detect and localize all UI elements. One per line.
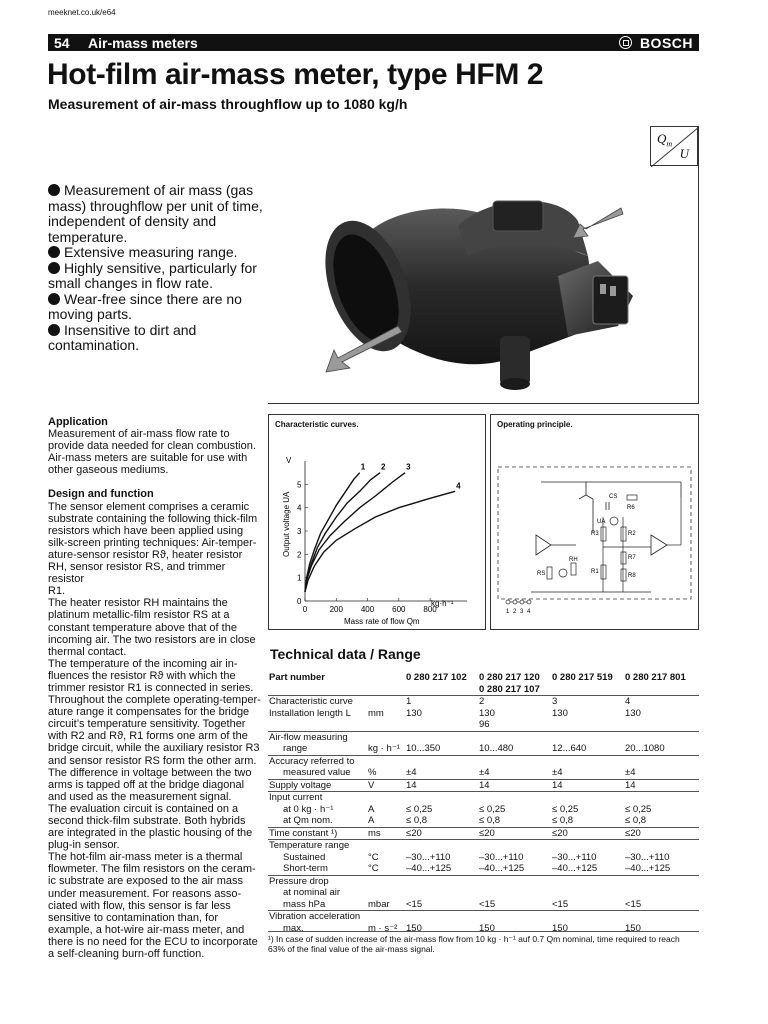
design-line: The sensor element comprises a ceramic xyxy=(48,500,250,513)
row-value xyxy=(478,887,551,899)
part-number-label: Part number xyxy=(269,672,325,683)
row-value xyxy=(405,875,478,887)
empty-cell xyxy=(268,684,367,696)
table-row xyxy=(268,863,699,875)
row-value: <15 xyxy=(552,898,569,910)
design-line: example, a hot-wire air-mass meter, and xyxy=(48,923,245,936)
label-rh: RH xyxy=(569,557,578,563)
row-label: Characteristic curve xyxy=(268,696,367,708)
row-unit xyxy=(367,731,405,743)
row-unit: mm xyxy=(368,707,384,719)
design-line: there is no need for the ECU to incorporate xyxy=(48,935,258,948)
design-line: and sensor resistor RS form the other arm. xyxy=(48,754,257,767)
row-unit xyxy=(367,755,405,767)
label-r2: R2 xyxy=(628,531,636,537)
row-value: ±4 xyxy=(406,767,417,778)
row-value xyxy=(624,755,699,767)
brand-name: BOSCH xyxy=(639,34,693,51)
row-value: ≤20 xyxy=(624,827,699,840)
row-value xyxy=(624,719,699,731)
part-number-extra: 0 280 217 107 xyxy=(479,683,540,695)
row-value: 150 xyxy=(552,922,568,934)
feature-item: Highly sensitive, particularly for small changes in flow rate. xyxy=(48,259,257,291)
row-unit xyxy=(367,696,405,708)
row-label: Supply voltage xyxy=(268,779,367,792)
empty-cell xyxy=(405,684,478,696)
x-tick-label: 0 xyxy=(302,605,308,614)
row-unit: m · s⁻² xyxy=(368,922,398,934)
x-tick-label: 800 xyxy=(423,605,437,614)
row-value: –40...+125 xyxy=(625,863,671,874)
pin-1: 1 xyxy=(506,609,510,615)
row-value xyxy=(551,731,624,743)
y-tick-label: 4 xyxy=(297,503,302,513)
row-value xyxy=(478,731,551,743)
row-value: 96 xyxy=(479,719,490,730)
design-line: and used as the measurement signal. xyxy=(48,790,232,803)
row-value: 10...480 xyxy=(479,743,514,754)
row-label: measured value xyxy=(283,767,351,778)
row-value xyxy=(478,755,551,767)
design-line: flowmeter. The film resistors on the ceram- xyxy=(48,863,256,876)
part-number: 0 280 217 102 xyxy=(406,672,467,683)
symbol-bottom: U xyxy=(679,146,689,161)
row-value: ≤ 0,25 xyxy=(406,803,433,815)
design-line: The heater resistor RH maintains the xyxy=(48,597,228,610)
empty-cell xyxy=(367,684,405,696)
bullet-icon xyxy=(48,184,60,196)
row-value: 12...640 xyxy=(552,743,587,754)
table-row xyxy=(268,696,699,708)
table-header-row xyxy=(268,672,699,684)
feature-item: Wear-free since there are no moving parts. xyxy=(48,290,242,322)
design-line: The hot-film air-mass meter is a thermal xyxy=(48,851,243,864)
row-value xyxy=(478,875,551,887)
design-line: The temperature of the incoming air in- xyxy=(48,657,238,670)
row-value xyxy=(624,887,699,899)
row-value: 150 xyxy=(479,922,495,934)
table-row xyxy=(268,767,699,779)
row-value: 130 xyxy=(479,707,495,719)
row-value: <15 xyxy=(625,898,642,910)
row-unit: A xyxy=(368,803,375,815)
design-line: ciated with flow, this sensor is far less xyxy=(48,899,231,912)
row-unit: V xyxy=(367,779,405,792)
design-line: silk-screen printing techniques: Air-temper- xyxy=(48,536,257,549)
row-label: Accuracy referred to xyxy=(268,755,367,767)
row-unit xyxy=(367,875,405,887)
row-label: Short-term xyxy=(283,863,328,874)
application-heading: Application xyxy=(48,416,108,428)
product-photo xyxy=(268,126,699,404)
row-value: –30...+110 xyxy=(406,851,451,863)
table-row xyxy=(268,827,699,840)
table-header-row xyxy=(268,684,699,696)
row-unit: °C xyxy=(368,863,379,874)
footnote: ¹) In case of sudden increase of the air-mass flow from 10 kg · h⁻¹ auf 0.7 Qm nominal, time required to reach 63% of the final value of the air-mass signal. xyxy=(268,931,699,954)
row-value xyxy=(478,792,551,804)
design-line: plug-in sensor. xyxy=(48,839,120,852)
design-line: arms is tapped off at the bridge diagonal xyxy=(48,778,245,791)
row-unit xyxy=(367,719,405,731)
empty-cell xyxy=(624,684,699,696)
row-value xyxy=(551,792,624,804)
table-row xyxy=(268,815,699,827)
row-unit: % xyxy=(368,767,377,778)
table-row xyxy=(268,755,699,767)
principle-panel-title: Operating principle. xyxy=(497,420,573,429)
pin-2: 2 xyxy=(513,609,517,615)
row-label xyxy=(268,719,367,731)
part-number: 0 280 217 120 xyxy=(479,672,540,683)
table-row xyxy=(268,804,699,816)
y-tick-label: 2 xyxy=(297,550,302,560)
pin-4: 4 xyxy=(527,609,531,615)
y-tick-label: 0 xyxy=(297,597,302,606)
design-line: resistors which have been applied using xyxy=(48,524,244,537)
row-label: Air-flow measuring xyxy=(268,731,367,743)
series-label-1: 1 xyxy=(360,462,366,472)
row-value: <15 xyxy=(479,898,496,910)
series-line-4 xyxy=(305,491,455,591)
bullet-icon xyxy=(48,262,60,274)
table-row xyxy=(268,708,699,720)
row-unit: ms xyxy=(367,827,405,840)
row-value: 130 xyxy=(406,707,422,719)
label-rs: RS xyxy=(537,571,546,577)
row-value xyxy=(624,875,699,887)
row-value: ≤ 0,8 xyxy=(552,815,574,826)
page-title: Hot-film air-mass meter, type HFM 2 xyxy=(47,58,544,91)
part-number: 0 280 217 519 xyxy=(552,672,613,683)
x-tick-label: 200 xyxy=(329,605,343,614)
row-value: 150 xyxy=(406,922,422,934)
row-value: ±4 xyxy=(552,767,563,778)
row-value: 14 xyxy=(405,779,478,792)
table-row xyxy=(268,852,699,864)
x-axis-title: Mass rate of flow Qm xyxy=(344,617,420,626)
design-line: second thick-film substrate. Both hybrids xyxy=(48,815,246,827)
y-unit-label: V xyxy=(286,456,292,465)
row-value: 14 xyxy=(551,779,624,792)
row-unit: mbar xyxy=(368,898,390,910)
row-value xyxy=(405,731,478,743)
row-value xyxy=(551,875,624,887)
design-line: The evaluation circuit is contained on a xyxy=(48,802,239,815)
series-label-2: 2 xyxy=(381,462,386,472)
row-value: ≤20 xyxy=(405,827,478,840)
bosch-armature-icon xyxy=(619,36,632,49)
unit-header xyxy=(367,672,405,684)
row-value xyxy=(551,887,624,899)
table-row xyxy=(268,911,699,923)
row-label: Input current xyxy=(268,792,367,804)
pin-3: 3 xyxy=(520,609,524,615)
row-value xyxy=(551,719,624,731)
row-value: 10...350 xyxy=(406,743,441,754)
design-line: under measurement. For reasons asso- xyxy=(48,887,242,900)
circuit-diagram xyxy=(491,417,698,629)
table-row xyxy=(268,779,699,792)
characteristic-curves-chart xyxy=(269,417,485,629)
table-row xyxy=(268,743,699,755)
row-label: Temperature range xyxy=(268,840,367,852)
row-value xyxy=(624,731,699,743)
design-heading: Design and function xyxy=(48,488,154,501)
label-r3: R3 xyxy=(591,531,599,537)
tech-data-table xyxy=(268,672,699,934)
row-value: –40...+125 xyxy=(479,863,525,874)
row-label: max. xyxy=(283,922,304,934)
row-unit xyxy=(367,887,405,899)
x-tick-label: 400 xyxy=(360,605,375,614)
row-value: ±4 xyxy=(479,767,490,778)
series-line-1 xyxy=(305,473,360,592)
row-value: 4 xyxy=(624,696,699,708)
row-label: Sustained xyxy=(283,851,326,863)
label-r6: R6 xyxy=(627,505,635,511)
table-row xyxy=(268,792,699,804)
design-line: circuit’s temperature sensitivity. Together xyxy=(48,718,246,731)
row-value: 14 xyxy=(478,779,551,792)
design-line: ic substrate are exposed to the air mass xyxy=(48,875,244,888)
row-label: Vibration acceleration xyxy=(268,911,367,923)
row-value: ≤ 0,8 xyxy=(625,815,647,826)
bullet-icon xyxy=(48,246,60,258)
row-unit xyxy=(367,840,405,852)
design-line: are integrated in the plastic housing of the xyxy=(48,827,253,840)
row-value: 130 xyxy=(625,707,641,719)
row-value: –30...+110 xyxy=(479,851,524,863)
row-label: Installation length L xyxy=(269,707,351,719)
row-value: ≤ 0,25 xyxy=(625,803,652,815)
section-title: Air-mass meters xyxy=(88,34,198,51)
y-tick-label: 3 xyxy=(297,527,302,536)
row-label: mass hPa xyxy=(283,898,326,910)
row-value: –30...+110 xyxy=(625,851,670,863)
row-value: ≤ 0,25 xyxy=(552,803,579,815)
bullet-icon xyxy=(48,293,60,305)
series-line-3 xyxy=(305,473,405,592)
row-value: –30...+110 xyxy=(552,851,597,863)
design-line: fluences the resistor Rϑ with which the xyxy=(48,669,236,682)
row-label: Pressure drop xyxy=(268,875,367,887)
row-unit: kg · h⁻¹ xyxy=(368,743,400,754)
row-unit xyxy=(367,911,405,923)
y-tick-label: 5 xyxy=(297,480,302,490)
source-url: meeknet.co.uk/e64 xyxy=(48,8,116,17)
table-row xyxy=(268,731,699,743)
feature-item: Measurement of air mass (gas mass) throughflow per unit of time, independent of density and temperature. xyxy=(48,182,263,245)
design-text xyxy=(48,501,263,961)
row-value: 3 xyxy=(551,696,624,708)
series-label-3: 3 xyxy=(406,462,411,472)
bullet-icon xyxy=(48,324,60,336)
tech-data-title: Technical data / Range xyxy=(270,646,421,662)
row-label: at Qm nom. xyxy=(283,815,333,826)
design-line: substrate containing the following thick-film xyxy=(48,512,258,525)
row-label: at 0 kg · h⁻¹ xyxy=(283,803,334,815)
feature-item: Extensive measuring range. xyxy=(48,245,264,261)
table-row xyxy=(268,887,699,899)
row-value: <15 xyxy=(406,898,423,910)
row-value: –40...+125 xyxy=(406,863,452,874)
row-value xyxy=(478,840,551,852)
label-ua: UA xyxy=(597,519,606,525)
row-value xyxy=(405,719,478,731)
table-row xyxy=(268,899,699,911)
row-value: ≤ 0,8 xyxy=(479,815,501,826)
row-unit: °C xyxy=(368,851,379,863)
page-subtitle: Measurement of air-mass throughflow up to 1080 kg/h xyxy=(48,96,408,112)
row-value xyxy=(551,911,624,923)
design-line: platinum metallic-film resistor RS at a xyxy=(48,609,230,622)
row-value: 1 xyxy=(405,696,478,708)
row-value xyxy=(624,840,699,852)
design-line: incoming air. The two resistors are in close xyxy=(48,633,256,646)
design-line: ature range it compensates for the bridge xyxy=(48,706,250,719)
row-value xyxy=(405,911,478,923)
body-text xyxy=(48,416,263,960)
design-line: R1. xyxy=(48,585,66,598)
design-line: with R2 and Rϑ, R1 forms one arm of the xyxy=(48,730,248,743)
row-unit: A xyxy=(368,815,375,826)
row-value xyxy=(405,755,478,767)
operating-principle-panel xyxy=(490,414,699,630)
series-label-4: 4 xyxy=(456,481,461,491)
row-value: 130 xyxy=(552,707,568,719)
x-unit-label: kg·h⁻¹ xyxy=(431,599,454,608)
design-line: trimmer resistor R1 is connected in series. xyxy=(48,681,254,694)
design-line: The difference in voltage between the two xyxy=(48,766,252,779)
row-value: ≤20 xyxy=(551,827,624,840)
row-value: ±4 xyxy=(625,767,636,778)
feature-list xyxy=(48,183,264,354)
symbol-top: $Q_m$ xyxy=(657,131,673,149)
row-label: Time constant ¹) xyxy=(268,827,367,840)
table-row xyxy=(268,840,699,852)
design-line: sensitive to contamination than, for xyxy=(48,911,218,924)
row-unit xyxy=(367,792,405,804)
series-line-2 xyxy=(305,473,380,592)
design-line: Throughout the complete operating-temper- xyxy=(48,694,261,707)
row-value xyxy=(624,911,699,923)
y-axis-title: Output voltage UA xyxy=(282,491,291,557)
row-value: ≤ 0,25 xyxy=(479,803,506,815)
design-line: bridge circuit, while the auxiliary resistor R3 xyxy=(48,742,260,755)
air-mass-meter-image xyxy=(268,126,699,404)
table-row xyxy=(268,875,699,887)
row-value: 150 xyxy=(625,922,641,934)
row-value: 2 xyxy=(478,696,551,708)
design-line: a self-cleaning burn-off function. xyxy=(48,948,205,961)
row-value xyxy=(405,840,478,852)
row-value: 20...1080 xyxy=(625,743,665,754)
row-value xyxy=(551,840,624,852)
label-r7: R7 xyxy=(628,555,636,561)
empty-cell xyxy=(551,684,624,696)
row-label: at nominal air xyxy=(283,887,341,898)
label-r1: R1 xyxy=(591,569,599,575)
x-tick-label: 600 xyxy=(392,605,406,614)
row-label: range xyxy=(283,743,308,754)
row-value: –40...+125 xyxy=(552,863,598,874)
application-text: Measurement of air-mass flow rate to provide data needed for clean combustion. Air-mass meters are suitable for use with other gaseous mediums. xyxy=(48,428,256,477)
page-header-bar xyxy=(48,34,699,51)
part-number: 0 280 217 801 xyxy=(625,672,686,683)
label-cs: CS xyxy=(609,494,618,500)
row-value xyxy=(624,792,699,804)
design-line: constant temperature above that of the xyxy=(48,621,237,634)
label-r8: R8 xyxy=(628,573,636,579)
row-value xyxy=(551,755,624,767)
curves-panel-title: Characteristic curves. xyxy=(275,420,359,429)
brand-logo xyxy=(619,35,699,51)
page-number: 54 xyxy=(54,34,70,51)
design-line: RH, sensor resistor RS, and trimmer resistor xyxy=(48,561,226,586)
row-value xyxy=(405,887,478,899)
table-row xyxy=(268,719,699,731)
row-value: ≤20 xyxy=(478,827,551,840)
design-line: thermal contact. xyxy=(48,645,127,658)
characteristic-curves-panel xyxy=(268,414,486,630)
feature-item: Insensitive to dirt and contamination. xyxy=(48,321,197,353)
row-value xyxy=(478,911,551,923)
y-tick-label: 1 xyxy=(297,573,302,583)
design-line: ature-sensor resistor Rϑ, heater resistor xyxy=(48,548,243,561)
row-value xyxy=(405,792,478,804)
row-value: 14 xyxy=(624,779,699,792)
row-value: ≤ 0,8 xyxy=(406,815,428,826)
